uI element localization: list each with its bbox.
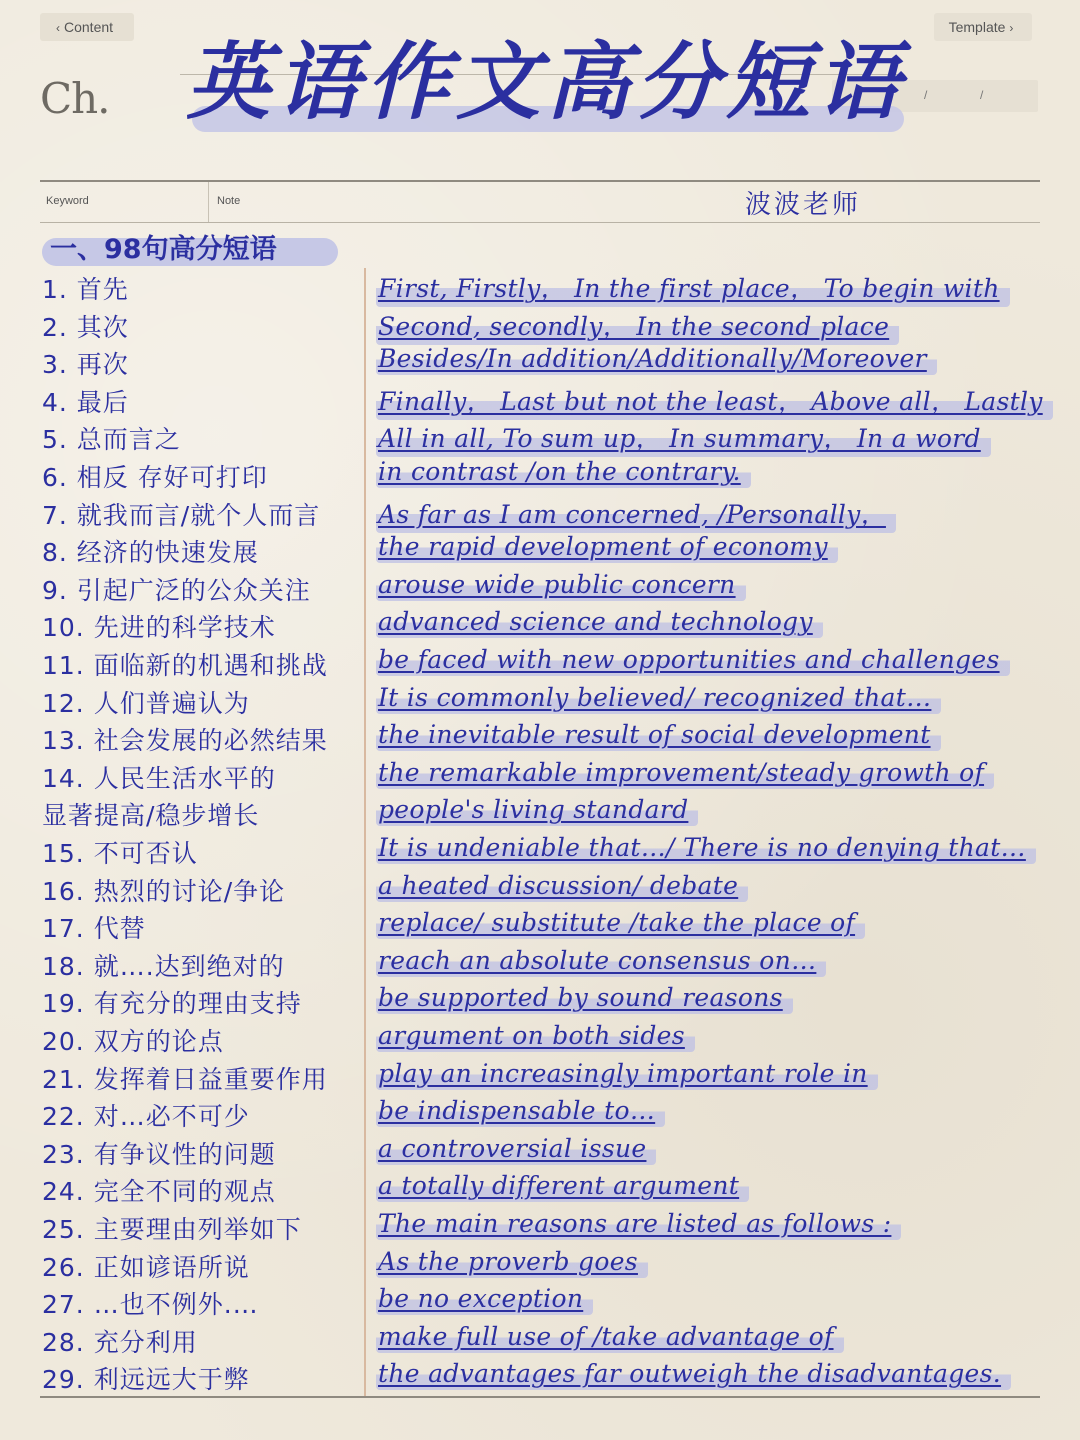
chinese-phrase: 1. 首先: [42, 275, 129, 304]
english-phrase: It is undeniable that…/ There is no denying that…: [376, 833, 1036, 864]
list-item: [0, 494, 1080, 532]
list-item: [0, 945, 1080, 983]
list-item: [0, 1058, 1080, 1096]
header-rule: [40, 180, 1040, 182]
author-name: 波波老师: [745, 190, 862, 220]
list-item: [0, 1170, 1080, 1208]
chapter-label: Ch.: [40, 74, 110, 123]
page-title: 英语作文高分短语: [186, 33, 907, 131]
list-item: [0, 456, 1080, 494]
english-phrase: the rapid development of economy: [376, 532, 838, 563]
list-item: [0, 982, 1080, 1020]
english-phrase: reach an absolute consensus on…: [376, 946, 826, 977]
footer-rule: [40, 1396, 1040, 1398]
chinese-phrase: 24. 完全不同的观点: [42, 1177, 276, 1207]
list-item: [0, 1358, 1080, 1396]
template-button[interactable]: [934, 13, 1032, 41]
list-item: [0, 1208, 1080, 1246]
list-item: [0, 719, 1080, 757]
chinese-phrase: 18. 就….达到绝对的: [42, 951, 285, 981]
chinese-phrase: 16. 热烈的讨论/争论: [42, 876, 286, 906]
chinese-phrase: 11. 面临新的机遇和挑战: [42, 651, 328, 680]
list-item: [0, 1246, 1080, 1284]
chinese-phrase: 6. 相反 存好可打印: [42, 463, 268, 492]
list-item: [0, 1283, 1080, 1321]
english-phrase: the remarkable improvement/steady growth of: [376, 758, 994, 789]
list-item: [0, 418, 1080, 456]
note-column-label: Note: [217, 195, 241, 207]
list-item: [0, 1133, 1080, 1171]
english-phrase: argument on both sides: [376, 1021, 695, 1052]
chinese-phrase: 8. 经济的快速发展: [42, 538, 259, 568]
list-item: [0, 644, 1080, 682]
english-phrase: As the proverb goes: [376, 1247, 648, 1278]
back-to-content-button[interactable]: [40, 13, 134, 41]
english-phrase: arouse wide public concern: [376, 570, 746, 601]
english-phrase: It is commonly believed/ recognized that…: [376, 683, 941, 714]
english-phrase: a controversial issue: [376, 1134, 656, 1165]
chinese-phrase: 23. 有争议性的问题: [42, 1139, 276, 1169]
chinese-phrase: 19. 有充分的理由支持: [42, 989, 302, 1019]
chinese-phrase: 28. 充分利用: [42, 1327, 198, 1357]
english-phrase: Besides/In addition/Additionally/Moreover: [376, 344, 937, 375]
chinese-phrase: 21. 发挥着日益重要作用: [42, 1064, 328, 1094]
list-item: [0, 1020, 1080, 1058]
title-block: [186, 30, 906, 140]
english-phrase: in contrast /on the contrary.: [376, 457, 751, 488]
list-item: [0, 870, 1080, 908]
list-item: [0, 268, 1080, 306]
english-phrase: make full use of /take advantage of: [376, 1322, 844, 1353]
english-phrase: the inevitable result of social development: [376, 720, 941, 751]
list-item: [0, 569, 1080, 607]
english-phrase: be supported by sound reasons: [376, 983, 793, 1014]
chinese-phrase: 14. 人民生活水平的: [42, 763, 276, 793]
chinese-phrase: 7. 就我而言/就个人而言: [42, 500, 321, 530]
list-item: [0, 1321, 1080, 1359]
chinese-phrase: 25. 主要理由列举如下: [42, 1215, 302, 1244]
chinese-phrase: 15. 不可否认: [42, 839, 198, 868]
chinese-phrase: 22. 对…必不可少: [42, 1102, 250, 1132]
english-phrase: Finally， Last but not the least， Above all， Lastly: [376, 382, 1053, 420]
chinese-phrase: 5. 总而言之: [42, 425, 181, 455]
date-separator: /: [980, 88, 984, 102]
english-phrase: people's living standard: [376, 795, 698, 826]
chinese-phrase: 27. …也不例外.…: [42, 1290, 259, 1320]
english-phrase: replace/ substitute /take the place of: [376, 908, 865, 939]
english-phrase: advanced science and technology: [376, 607, 823, 638]
chinese-phrase: 12. 人们普遍认为: [42, 688, 250, 718]
list-item: [0, 682, 1080, 720]
english-phrase: play an increasingly important role in: [376, 1059, 878, 1090]
chinese-phrase: 17. 代替: [42, 914, 146, 944]
chinese-phrase: 26. 正如谚语所说: [42, 1252, 250, 1282]
list-item: [0, 343, 1080, 381]
template-label: Template: [948, 19, 1006, 35]
keyword-column-label: Keyword: [46, 195, 89, 207]
english-phrase: the advantages far outweigh the disadvantages.: [376, 1359, 1011, 1390]
back-label: Content: [64, 19, 114, 35]
english-phrase: be indispensable to…: [376, 1096, 665, 1127]
chinese-phrase: 9. 引起广泛的公众关注: [42, 575, 311, 605]
chinese-phrase: 3. 再次: [42, 350, 129, 380]
list-item: [0, 832, 1080, 870]
list-item: [0, 757, 1080, 795]
list-item: [0, 907, 1080, 945]
list-item: [0, 606, 1080, 644]
english-phrase: All in all, To sum up， In summary， In a word: [376, 419, 991, 457]
chinese-phrase: 10. 先进的科学技术: [42, 613, 276, 643]
english-phrase: a heated discussion/ debate: [376, 871, 748, 902]
chevron-right-icon: ›: [1009, 21, 1014, 35]
list-item: [0, 794, 1080, 832]
english-phrase: a totally different argument: [376, 1171, 749, 1202]
chinese-phrase: 2. 其次: [42, 312, 129, 342]
chinese-phrase: 显著提高/稳步增长: [42, 801, 260, 831]
english-phrase: Second, secondly， In the second place: [376, 307, 899, 345]
list-item: [0, 531, 1080, 569]
column-divider: [208, 182, 209, 222]
date-separator: /: [924, 88, 928, 102]
chinese-phrase: 4. 最后: [42, 387, 129, 417]
english-phrase: As far as I am concerned, /Personally，: [376, 495, 896, 533]
section-title: 一、98句高分短语: [50, 234, 277, 265]
english-phrase: The main reasons are listed as follows :: [376, 1209, 901, 1240]
chevron-left-icon: ‹: [56, 21, 60, 35]
subheader-rule: [40, 222, 1040, 223]
chinese-phrase: 29. 利远远大于弊: [42, 1365, 250, 1395]
list-item: [0, 1095, 1080, 1133]
english-phrase: First, Firstly， In the first place， To begin with: [376, 269, 1010, 307]
list-item: [0, 381, 1080, 419]
english-phrase: be no exception: [376, 1284, 593, 1315]
chinese-phrase: 20. 双方的论点: [42, 1027, 224, 1056]
chinese-phrase: 13. 社会发展的必然结果: [42, 726, 328, 756]
list-item: [0, 306, 1080, 344]
english-phrase: be faced with new opportunities and challenges: [376, 645, 1010, 676]
